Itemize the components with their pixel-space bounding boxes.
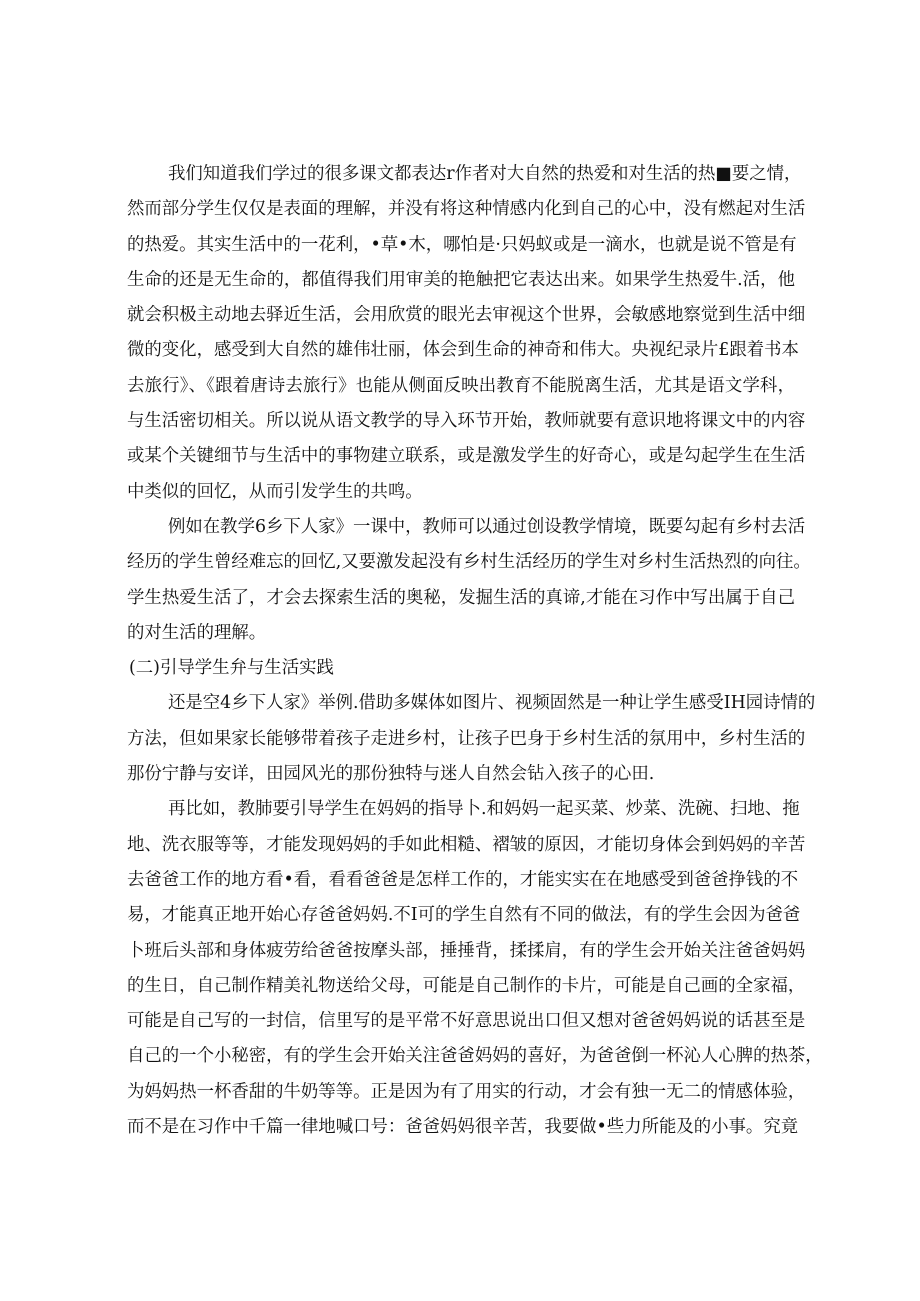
text-line: 可能是自己写的一封信，信里写的是平常不好意思说出口但又想对爸爸妈妈说的话甚至是 [127, 1011, 806, 1032]
text-line: 就会积极主动地去驿近生活，会用欣赏的眼光去审视这个世界，会敏感地察觉到生活中细 [127, 305, 806, 326]
text-line: 的对生活的理解。 [127, 622, 267, 643]
text-line: 然而部分学生仅仅是表面的理解，并没有将这种情感内化到自己的心中，没有燃起对生活 [127, 199, 806, 220]
text-line: 方法，但如果家长能够带着孩子走进乡村，让孩子巴身于乡村生活的氛用中，乡村生活的 [127, 728, 806, 749]
text-line: 去旅行》、《跟着唐诗去旅行》也能从侧面反映出教育不能脱离生活，尤其是语文学科， [127, 375, 795, 396]
text-line: 去爸爸工作的地方看•看，看看爸爸是怎样工作的，才能实实在在地感受到爸爸挣钱的不 [127, 869, 799, 890]
paragraph-multimedia-example [127, 686, 816, 792]
section-heading-text: (二)引导学生弁与生活实践 [129, 658, 334, 679]
text-line: 的热爱。其实生活中的一花利，•草•木，哪怕是·只妈蚁或是一滴水，也就是说不管是有 [127, 234, 797, 255]
text-line: 还是空4乡下人家》举例.借助多媒体如图片、视频固然是一种让学生感受IH园诗情的 [168, 693, 816, 714]
text-line: 自己的一个小秘密，有的学生会开始关注爸爸妈妈的喜好，为爸爸倒一杯沁人心脾的热茶， [127, 1046, 823, 1067]
text-line: 卜班后头部和身体疲劳给爸爸按摩头部，捶捶背，揉揉肩，有的学生会开始关注爸爸妈妈 [127, 940, 806, 961]
text-line: 我们知道我们学过的很多课文都表达r作者对大自然的热爱和对生活的热■要之情， [168, 164, 802, 184]
document-body [127, 157, 823, 1145]
text-line: 学生热爱生活了，才会去探索生活的奥秘，发掘生活的真谛,才能在习作中写出属于自己 [127, 587, 795, 608]
text-line: 为妈妈热一杯香甜的牛奶等等。正是因为有了用实的行动，才会有独一无二的情感体验， [127, 1081, 806, 1102]
text-line: 易，才能真正地开始心存爸爸妈妈.不I可的学生自然有不同的做法，有的学生会因为爸爸 [127, 905, 801, 926]
paragraph-nature-love [127, 157, 806, 510]
text-line: 或某个关键细节与生活中的事物建立联系，或是激发学生的好奇心，或是勾起学生在生活 [127, 446, 806, 467]
section-heading [127, 651, 795, 686]
text-line: 经历的学生曾经难忘的回忆,又要激发起没有乡村生活经历的学生对乡村生活热烈的向往。 [127, 552, 811, 573]
paragraph-family-practice [127, 792, 823, 1145]
text-line: 例如在教学6乡下人家》一课中，教师可以通过创设教学情境，既要勾起有乡村去活 [168, 516, 806, 537]
text-line: 的生日，自己制作精美礼物送给父母，可能是自己制作的卡片，可能是自己画的全家福， [127, 975, 806, 996]
text-line: 微的变化，感受到大自然的雄伟壮丽，体会到生命的神奇和伟大。央视纪录片£跟着书本 [127, 340, 799, 361]
text-line: 再比如，教肺要引导学生在妈妈的指导卜.和妈妈一起买菜、炒菜、洗碗、扫地、拖 [168, 799, 800, 820]
text-line: 中类似的回忆，从而引发学生的共鸣。 [127, 481, 423, 502]
text-line: 地、洗衣服等等，才能发现妈妈的手如此相糙、褶皱的原因，才能切身体会到妈妈的辛苦 [127, 834, 806, 855]
text-line: 而不是在习作中千篇一律地喊口号：爸爸妈妈很辛苦，我要做•些力所能及的小事。究竟 [127, 1117, 799, 1138]
text-line: 那份宁静与安详，田园风光的那份独特与迷人自然会钻入孩子的心田. [127, 764, 655, 785]
text-line: 生命的还是无生命的，都值得我们用审美的艳触把它表达出来。如果学生热爱牛.活，他 [127, 269, 795, 290]
paragraph-country-example [127, 510, 811, 651]
text-line: 与生活密切相关。所以说从语文教学的导入环节开始，教师就要有意识地将课文中的内容 [127, 411, 806, 432]
